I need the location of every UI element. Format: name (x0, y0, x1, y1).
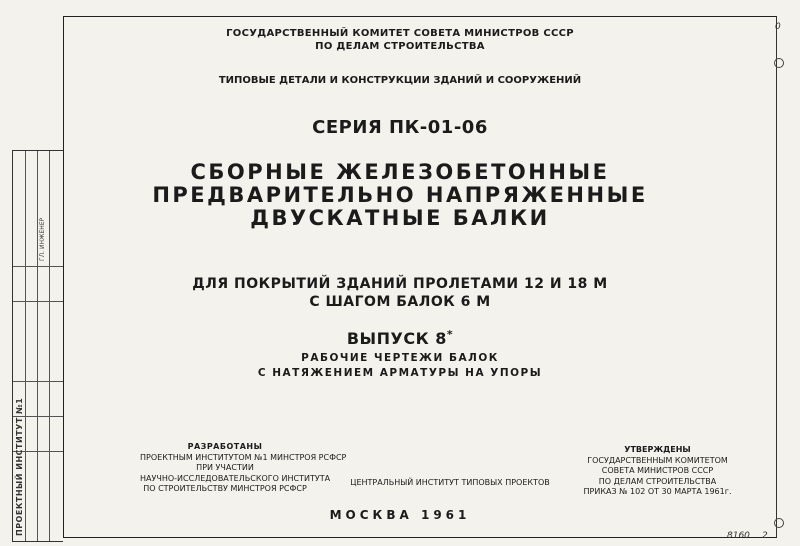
sheet-corner-mark: 0 (775, 22, 781, 32)
stamp-chief: ГЛ. ИНЖЕНЕР (39, 217, 46, 261)
developed-line-1: ПРОЕКТНЫМ ИНСТИТУТОМ №1 МИНСТРОЯ РСФСР (140, 452, 347, 462)
stamp-institute: ПРОЕКТНЫЙ ИНСТИТУТ №1 (15, 397, 24, 536)
committee-line-1: ГОСУДАРСТВЕННЫЙ КОМИТЕТ СОВЕТА МИНИСТРОВ СССР (226, 28, 574, 39)
work-drawings-line-2: С НАТЯЖЕНИЕМ АРМАТУРЫ НА УПОРЫ (257, 367, 543, 379)
developed-line-2: ПРИ УЧАСТИИ (196, 463, 254, 472)
approved-by-block (570, 445, 745, 498)
city-year: МОСКВА 1961 (329, 508, 471, 522)
developed-by-block (140, 442, 347, 495)
typical-details-heading: ТИПОВЫЕ ДЕТАЛИ И КОНСТРУКЦИИ ЗДАНИЙ И СООРУЖЕНИЙ (218, 75, 582, 86)
title-line-1: СБОРНЫЕ ЖЕЛЕЗОБЕТОННЫЕ (190, 160, 610, 184)
approved-line-3: ПО ДЕЛАМ СТРОИТЕЛЬСТВА (598, 476, 717, 486)
approved-line-4: ПРИКАЗ № 102 ОТ 30 МАРТА 1961г. (583, 487, 732, 496)
approved-line-1: ГОСУДАРСТВЕННЫМ КОМИТЕТОМ (587, 455, 728, 465)
central-institute: ЦЕНТРАЛЬНЫЙ ИНСТИТУТ ТИПОВЫХ ПРОЕКТОВ (350, 478, 550, 487)
developed-heading: РАЗРАБОТАНЫ (187, 442, 263, 451)
title-line-3: ДВУСКАТНЫЕ БАЛКИ (250, 206, 550, 230)
committee-line-2: ПО ДЕЛАМ СТРОИТЕЛЬСТВА (315, 41, 485, 52)
developed-line-3: НАУЧНО-ИССЛЕДОВАТЕЛЬСКОГО ИНСТИТУТА (140, 473, 331, 483)
issue-mark: * (446, 328, 454, 341)
sheet-number: 2 (762, 531, 768, 541)
step-description: С ШАГОМ БАЛОК 6 М (309, 294, 491, 310)
work-drawings-line-1: РАБОЧИЕ ЧЕРТЕЖИ БАЛОК (301, 352, 499, 364)
archive-number: 8160 (727, 531, 750, 541)
approved-heading: УТВЕРЖДЕНЫ (624, 445, 691, 454)
series-label: СЕРИЯ ПК-01-06 (312, 117, 488, 138)
issue-label: ВЫПУСК 8* (346, 328, 454, 349)
span-description: ДЛЯ ПОКРЫТИЙ ЗДАНИЙ ПРОЛЕТАМИ 12 И 18 М (192, 276, 608, 292)
frame-marker (774, 58, 784, 68)
developed-line-4: ПО СТРОИТЕЛЬСТВУ МИНСТРОЯ РСФСР (143, 484, 307, 493)
title-line-2: ПРЕДВАРИТЕЛЬНО НАПРЯЖЕННЫЕ (152, 183, 648, 207)
approved-line-2: СОВЕТА МИНИСТРОВ СССР (601, 466, 714, 475)
